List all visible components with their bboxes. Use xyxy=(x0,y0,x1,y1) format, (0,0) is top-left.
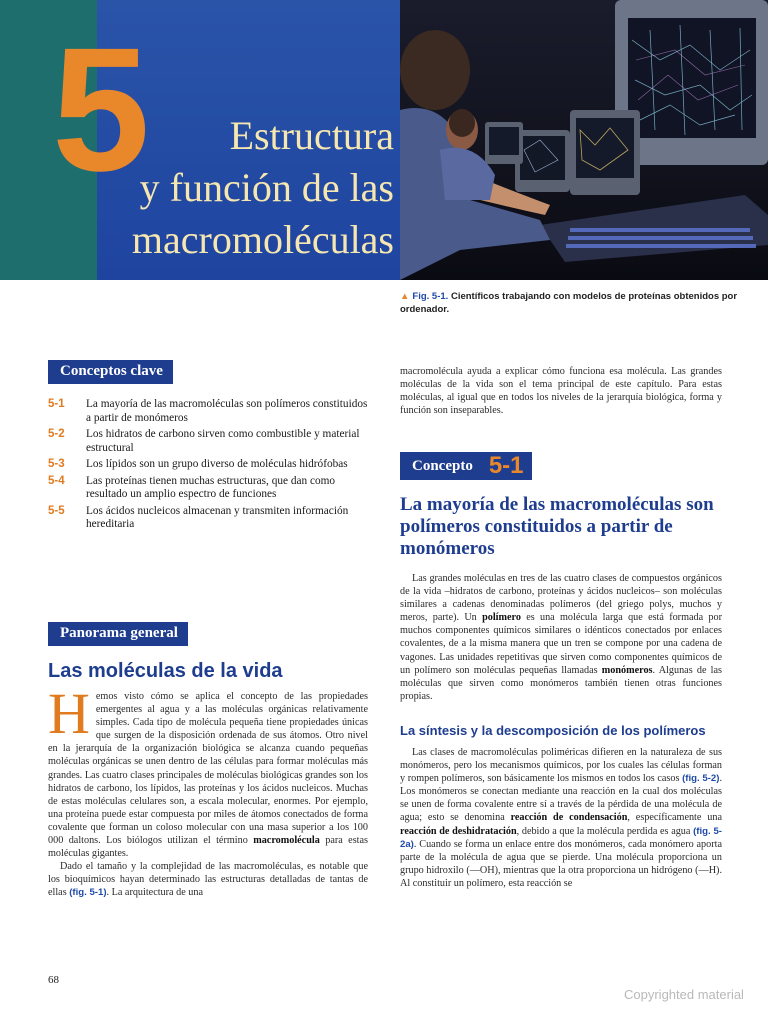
copyright-watermark: Copyrighted material xyxy=(624,987,744,1002)
key-concept-number: 5-3 xyxy=(48,458,65,470)
concept-p2-c: , específicamente una xyxy=(627,812,722,824)
right-intro-paragraph: macromolécula ayuda a explicar cómo funciona esa molécula. Las grandes moléculas de la vida son el tema principal de este capítulo. Para estas moléculas, al igual que en todos los niveles de la jerarquía biológica, forma y función son inseparables. xyxy=(400,366,722,417)
caption-triangle-icon: ▲ xyxy=(400,291,410,302)
key-concept-item xyxy=(48,475,368,502)
key-concepts-block xyxy=(48,360,368,535)
figure-caption xyxy=(400,290,752,316)
concept-p2-e: . Cuando se forma un enlace entre dos monómeros, cada monómero aporta parte de la molécula de agua que se pierde. Una molécula proporciona un grupo hidroxilo (—OH), mientras que la otra proporciona un hidrógeno (—H). Al constituir un polímero, esta reacción se xyxy=(400,838,722,889)
figure-caption-text: Científicos trabajando con modelos de proteínas obtenidos por ordenador. xyxy=(400,291,738,315)
key-concept-item xyxy=(48,505,368,532)
concept-subheading: La síntesis y la descomposición de los polímeros xyxy=(400,722,706,738)
chapter-title xyxy=(64,110,394,266)
overview-p2-end: . La arquitectura de una xyxy=(106,887,203,899)
dropcap-letter: H xyxy=(48,681,90,746)
key-concept-number: 5-1 xyxy=(48,398,65,410)
key-concept-item xyxy=(48,428,368,455)
overview-p1-text: emos visto cómo se aplica el concepto de las propiedades emergentes al agua y a las moléculas orgánicas relativamente simples. Cada tipo de molécula pequeña tiene propiedades únicas que surgen de la disposición ordenada de sus átomos. Otro nivel en la jerarquía de la organización biológica se alcanza cuando pequeñas moléculas orgánicas se unen dentro de las células para formar moléculas más grandes. Las cuatro clases principales de moléculas biológicas grandes son los hidratos de carbono, los lípidos, las proteínas y los ácidos nucleicos. Muchas de estas moléculas celulares son, a escala molecular, enormes. Por ejemplo, una proteína puede estar compuesta por miles de átomos conectados de forma covalente que forman un coloso molecular con una masa superior a los 100 000 daltons. Los biólogos utilizan el término xyxy=(48,691,368,847)
concept-section xyxy=(400,452,722,890)
key-concept-text: Las proteínas tienen muchas estructuras, que dan como resultado un amplio espectro de funciones xyxy=(86,474,336,500)
chapter-title-line-1: Estructura xyxy=(229,113,394,158)
concept-tag-number: 5-1 xyxy=(481,455,532,477)
concept-p2-b: . Los monómeros se conectan mediante una reacción en la cual dos moléculas se unen de forma covalente entre sí a través de la pérdida de una molécula de agua; esto se denomina xyxy=(400,773,722,824)
concept-paragraph-1 xyxy=(400,572,722,703)
overview-p1-end: para estas moléculas gigantes. xyxy=(48,835,368,860)
concept-heading: La mayoría de las macromoléculas son polímeros constituidos a partir de monómeros xyxy=(400,494,714,559)
concept-p1-a: Las grandes moléculas en tres de las cuatro clases de compuestos orgánicos de la vida –hidratos de carbono, proteínas y ácidos nucleicos– son moléculas similares a cadenas denominadas polímeros (del griego polys, muchos y meros, parte). Un xyxy=(400,573,722,624)
scientists-photo-illustration xyxy=(400,0,768,280)
chapter-photo xyxy=(400,0,768,280)
chapter-title-line-2: y función de las xyxy=(139,165,394,210)
key-concepts-list xyxy=(48,398,368,532)
term-reaccion-condensacion: reacción de condensación xyxy=(510,812,628,824)
concept-tag-label: Concepto xyxy=(412,457,473,474)
figure-reference: (fig. 5-2) xyxy=(682,773,720,785)
concept-p2-d: , debido a que la molécula perdida es agua xyxy=(516,825,694,837)
chapter-number: 5 xyxy=(52,12,146,208)
key-concept-number: 5-2 xyxy=(48,428,65,440)
key-concept-text: Los ácidos nucleicos almacenan y transmiten información hereditaria xyxy=(86,504,349,530)
key-concept-text: Los lípidos son un grupo diverso de moléculas hidrófobas xyxy=(86,458,348,470)
overview-p2-text: Dado el tamaño y la complejidad de las macromoléculas, es notable que los bioquímicos hayan determinado las estructuras detalladas de tantas de ellas xyxy=(48,861,368,899)
overview-heading: Las moléculas de la vida xyxy=(48,660,283,682)
key-concept-item xyxy=(48,398,368,425)
figure-label: Fig. 5-1. xyxy=(412,291,449,302)
key-concept-text: Los hidratos de carbono sirven como combustible y material estructural xyxy=(86,428,360,454)
chapter-banner xyxy=(0,0,768,280)
concept-body xyxy=(400,572,722,703)
right-column xyxy=(400,365,722,417)
concept-p1-b: es una molécula larga que está formada por muchos componentes químicos similares o idénticos conectados por enlaces covalentes, de a la misma manera que un tren se compone por una cadena de vagones. Las unidades repetitivas que sirven como componentes químicos de un polímero son moléculas pequeñas llamadas xyxy=(400,612,722,676)
figure-reference: (fig. 5-2a) xyxy=(400,825,722,850)
concept-tag xyxy=(400,452,532,480)
overview-body xyxy=(48,681,368,900)
figure-reference: (fig. 5-1) xyxy=(69,887,107,899)
term-macromolecula: macromolécula xyxy=(253,835,320,847)
concept-p1-c: . Algunas de las moléculas que sirven como monómeros también tienen otras funciones propias. xyxy=(400,664,722,702)
key-concept-number: 5-4 xyxy=(48,474,65,487)
concept-p2-a: Las clases de macromoléculas poliméricas difieren en la naturaleza de sus monómeros, pero los mecanismos químicos, por los cuales las células forman y rompen polímeros, son básicamente los mismos en todos los casos xyxy=(400,746,722,785)
term-polimero: polímero xyxy=(482,612,521,624)
overview-tag: Panorama general xyxy=(48,622,188,646)
overview-paragraph-2 xyxy=(48,860,368,899)
key-concept-number: 5-5 xyxy=(48,504,65,517)
overview-block xyxy=(48,622,188,646)
term-monomeros: monómeros xyxy=(601,664,653,676)
key-concepts-heading: Conceptos clave xyxy=(48,360,173,384)
chapter-title-line-3: macromoléculas xyxy=(131,217,394,262)
overview-paragraph-1 xyxy=(48,681,368,860)
key-concept-text: La mayoría de las macromoléculas son polímeros constituidos a partir de monómeros xyxy=(86,398,368,424)
term-reaccion-deshidratacion: reacción de deshidratación xyxy=(400,825,517,837)
concept-body-2 xyxy=(400,746,722,890)
page-number: 68 xyxy=(48,974,59,986)
concept-paragraph-2 xyxy=(400,746,722,890)
key-concept-item xyxy=(48,458,368,472)
